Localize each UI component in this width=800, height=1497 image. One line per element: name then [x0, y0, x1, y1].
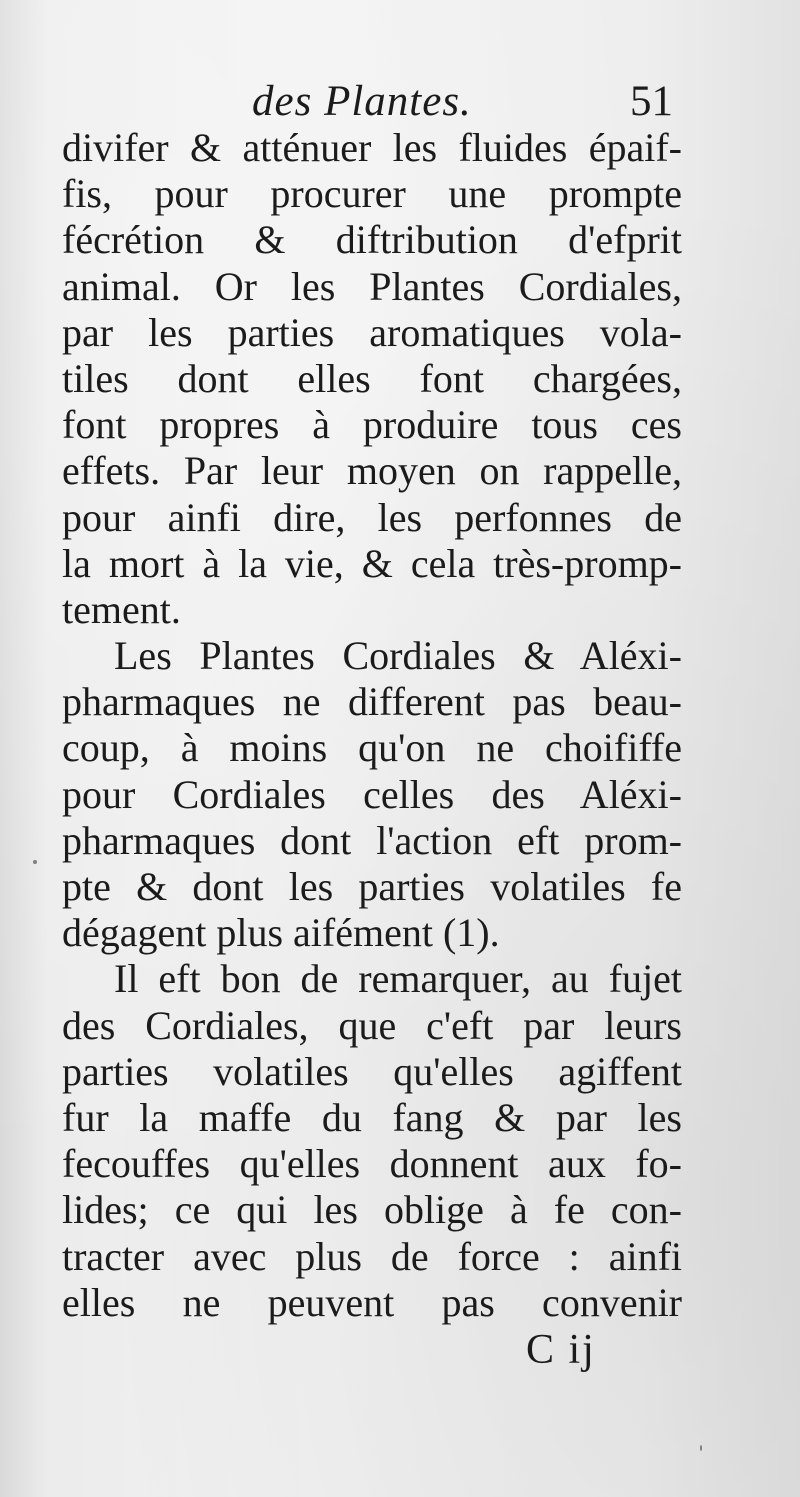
text-line: coup, à moins qu'on ne choififfe [62, 725, 682, 771]
text-line: elles ne peuvent pas convenir [62, 1279, 682, 1325]
text-line: tracter avec plus de force : ainfi [62, 1233, 682, 1279]
text-line: parties volatiles qu'elles agiffent [62, 1048, 682, 1094]
text-line: fecouffes qu'elles donnent aux fo- [62, 1141, 682, 1187]
page-header [0, 72, 800, 132]
paragraph-first-line: Il eft bon de remarquer, au fujet [114, 956, 682, 1002]
text-line: animal. Or les Plantes Cordiales, [62, 263, 682, 309]
text-line: la mort à la vie, & cela très-promp- [62, 540, 682, 586]
text-line: tiles dont elles font chargées, [62, 355, 682, 401]
text-line: dégagent plus aifément (1). [62, 910, 500, 956]
text-line: effets. Par leur moyen on rappelle, [62, 448, 682, 494]
signature-mark: C ij [526, 1327, 596, 1373]
text-line: pte & dont les parties volatiles fe [62, 864, 682, 909]
paper-speck [33, 860, 37, 864]
text-line: divifer & atténuer les fluides épaif- [62, 125, 682, 170]
page-number: 51 [630, 78, 673, 125]
text-line: pharmaques ne different pas beau- [62, 679, 682, 725]
running-title: des Plantes. [252, 78, 472, 125]
text-line: par les parties aromatiques vola- [62, 309, 682, 355]
paper-speck [700, 1445, 702, 1451]
text-line: pour ainfi dire, les perfonnes de [62, 494, 682, 540]
text-line: tement. [62, 586, 181, 632]
text-line: fur la maffe du fang & par les [62, 1094, 682, 1140]
text-line: font propres à produire tous ces [62, 402, 682, 448]
text-line: pharmaques dont l'action eft prom- [62, 817, 682, 863]
text-line: des Cordiales, que c'eft par leurs [62, 1002, 682, 1048]
text-line: lides; ce qui les oblige à fe con- [62, 1187, 682, 1233]
paragraph-first-line: Les Plantes Cordiales & Aléxi- [114, 633, 682, 679]
body-text [62, 125, 682, 1326]
text-line: pour Cordiales celles des Aléxi- [62, 771, 682, 817]
text-line: fis, pour procurer une prompte [62, 171, 682, 217]
text-line: fécrétion & diftribution d'efprit [62, 217, 682, 263]
